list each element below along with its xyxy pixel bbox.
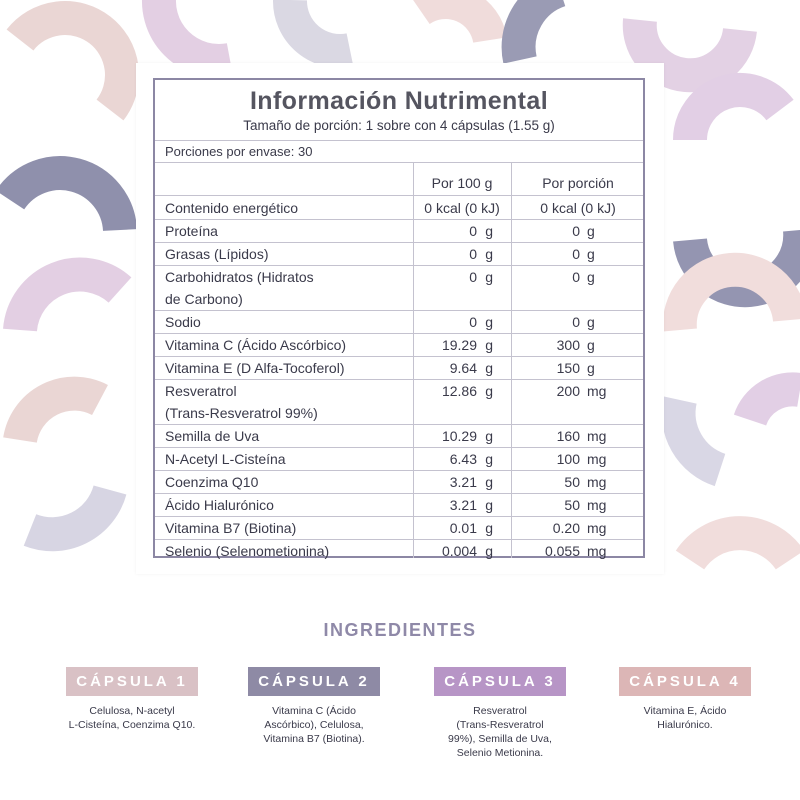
nutrient-name: Resveratrol <box>165 383 237 399</box>
value-per-100g: 12.86 <box>441 383 477 399</box>
unit-per-100g: g <box>485 269 493 285</box>
nutrient-name-continued: de Carbono) <box>165 291 243 307</box>
nutrient-row <box>155 540 643 562</box>
unit-per-100g: g <box>485 543 493 559</box>
unit-per-serving: mg <box>587 428 607 444</box>
nutrient-name: Carbohidratos (Hidratos <box>165 269 314 285</box>
value-per-100g: 9.64 <box>449 360 477 376</box>
capsule-3-label: CÁPSULA 3 <box>434 667 565 696</box>
nutrient-name: Proteína <box>165 223 218 239</box>
value-per-100g: 0.004 <box>441 543 477 559</box>
serving-size: Tamaño de porción: 1 sobre con 4 cápsulas (1.55 g) <box>243 118 555 133</box>
value-per-100g: 3.21 <box>449 474 477 490</box>
capsule-3 <box>400 667 600 760</box>
value-per-100g: 3.21 <box>449 497 477 513</box>
unit-per-100g: g <box>485 520 493 536</box>
bg-arc <box>10 173 120 230</box>
ingredient-line: Ascórbico), Celulosa, <box>264 719 364 731</box>
nutrient-row <box>155 357 643 379</box>
value-per-100g: 0 <box>469 314 477 330</box>
nutrient-row <box>155 494 643 516</box>
capsule-4-ingredients <box>585 704 785 732</box>
unit-per-100g: g <box>485 497 493 513</box>
facts-title: Información Nutrimental <box>249 87 549 115</box>
bg-arc <box>20 275 120 330</box>
value-per-100g: 6.43 <box>449 451 477 467</box>
unit-per-serving: mg <box>587 520 607 536</box>
nutrient-name: Grasas (Lípidos) <box>165 246 269 262</box>
unit-per-100g: g <box>485 474 493 490</box>
value-per-serving: 160 <box>556 428 580 444</box>
nutrient-row <box>155 197 643 219</box>
value-per-serving: 200 <box>556 383 580 399</box>
value-per-100g: 10.29 <box>441 428 477 444</box>
divider <box>155 140 643 141</box>
capsule-3-ingredients <box>400 704 600 760</box>
bg-arc <box>519 0 560 60</box>
unit-per-serving: g <box>587 269 595 285</box>
bg-arc <box>30 490 110 534</box>
nutrient-name: Contenido energético <box>165 200 299 216</box>
nutrient-name: Vitamina C (Ácido Ascórbico) <box>165 337 347 353</box>
value-per-serving: 0 kcal (0 kJ) <box>540 200 616 216</box>
unit-per-serving: mg <box>587 543 607 559</box>
divider <box>155 195 643 196</box>
nutrient-row <box>155 448 643 470</box>
unit-per-serving: g <box>587 337 595 353</box>
unit-per-100g: g <box>485 383 493 399</box>
col-header-per-100g: Por 100 g <box>431 175 493 191</box>
capsule-1-ingredients <box>32 704 232 732</box>
value-per-serving: 0 <box>572 269 580 285</box>
nutrient-row <box>155 311 643 333</box>
unit-per-serving: mg <box>587 497 607 513</box>
unit-per-100g: g <box>485 314 493 330</box>
nutrient-name: Selenio (Selenometionina) <box>165 543 330 559</box>
value-per-serving: 150 <box>556 360 580 376</box>
value-per-100g: 0 <box>469 246 477 262</box>
nutrient-row <box>155 266 643 310</box>
value-per-serving: 0 <box>572 223 580 239</box>
capsule-4 <box>585 667 785 732</box>
value-per-serving: 300 <box>556 337 580 353</box>
unit-per-serving: mg <box>587 451 607 467</box>
bg-arc <box>690 533 790 560</box>
nutrient-row <box>155 334 643 356</box>
ingredient-line: Vitamina B7 (Biotina). <box>263 733 365 745</box>
capsule-2-label: CÁPSULA 2 <box>248 667 379 696</box>
capsule-2 <box>214 667 414 746</box>
ingredient-line: Vitamina C (Ácido <box>272 705 356 717</box>
value-per-100g: 0.01 <box>449 520 477 536</box>
nutrient-row <box>155 243 643 265</box>
bg-arc <box>20 394 100 440</box>
value-per-serving: 0.20 <box>552 520 580 536</box>
value-per-100g: 0 kcal (0 kJ) <box>424 200 500 216</box>
value-per-serving: 100 <box>556 451 580 467</box>
nutrient-row <box>155 425 643 447</box>
bg-arc <box>290 0 350 51</box>
value-per-100g: 0 <box>469 269 477 285</box>
unit-per-100g: g <box>485 337 493 353</box>
divider <box>155 162 643 163</box>
value-per-100g: 19.29 <box>441 337 477 353</box>
ingredient-line: Vitamina E, Ácido <box>643 705 727 717</box>
value-per-100g: 0 <box>469 223 477 239</box>
nutrient-name: Sodio <box>165 314 201 330</box>
servings-per-container: Porciones por envase: 30 <box>165 144 313 159</box>
capsule-1 <box>32 667 232 732</box>
bg-arc <box>750 389 800 420</box>
value-per-serving: 50 <box>564 497 580 513</box>
unit-per-100g: g <box>485 360 493 376</box>
nutrient-name: N-Acetyl L-Cisteína <box>165 451 286 467</box>
capsule-2-ingredients <box>214 704 414 746</box>
unit-per-serving: mg <box>587 383 607 399</box>
nutrient-row <box>155 220 643 242</box>
ingredient-line: 99%), Semilla de Uva, <box>448 733 552 745</box>
value-per-serving: 0.055 <box>544 543 580 559</box>
value-per-serving: 0 <box>572 314 580 330</box>
value-per-serving: 50 <box>564 474 580 490</box>
nutrient-name: Semilla de Uva <box>165 428 260 444</box>
unit-per-100g: g <box>485 428 493 444</box>
nutrient-name: Coenzima Q10 <box>165 474 259 490</box>
bg-arc <box>159 0 230 61</box>
nutrient-row <box>155 380 643 424</box>
nutrient-row <box>155 517 643 539</box>
value-per-serving: 0 <box>572 246 580 262</box>
ingredient-line: Selenio Metionina. <box>456 747 544 759</box>
ingredient-line: Hialurónico. <box>657 719 713 731</box>
bg-arc <box>679 400 720 470</box>
unit-per-100g: g <box>485 246 493 262</box>
nutrient-row <box>155 471 643 493</box>
bg-arc <box>420 2 490 40</box>
unit-per-100g: g <box>485 223 493 239</box>
nutrient-name-continued: (Trans-Resveratrol 99%) <box>165 405 318 421</box>
ingredients-title: INGREDIENTES <box>323 620 477 640</box>
unit-per-100g: g <box>485 451 493 467</box>
unit-per-serving: g <box>587 360 595 376</box>
ingredient-line: Celulosa, N-acetyl <box>89 705 175 717</box>
ingredient-line: L-Cisteína, Coenzima Q10. <box>68 719 196 731</box>
capsule-1-label: CÁPSULA 1 <box>66 667 197 696</box>
ingredient-line: Resveratrol <box>473 705 527 717</box>
unit-per-serving: g <box>587 314 595 330</box>
nutrient-name: Vitamina E (D Alfa-Tocoferol) <box>165 360 345 376</box>
unit-per-serving: mg <box>587 474 607 490</box>
bg-arc <box>20 18 122 110</box>
unit-per-serving: g <box>587 223 595 239</box>
capsule-4-label: CÁPSULA 4 <box>619 667 750 696</box>
col-header-per-serving: Por porción <box>542 175 614 191</box>
nutrition-facts-table <box>153 78 645 558</box>
ingredient-line: (Trans-Resveratrol <box>456 719 544 731</box>
nutrient-name: Ácido Hialurónico <box>165 497 274 513</box>
unit-per-serving: g <box>587 246 595 262</box>
bg-arc <box>690 90 780 140</box>
nutrient-name: Vitamina B7 (Biotina) <box>165 520 297 536</box>
